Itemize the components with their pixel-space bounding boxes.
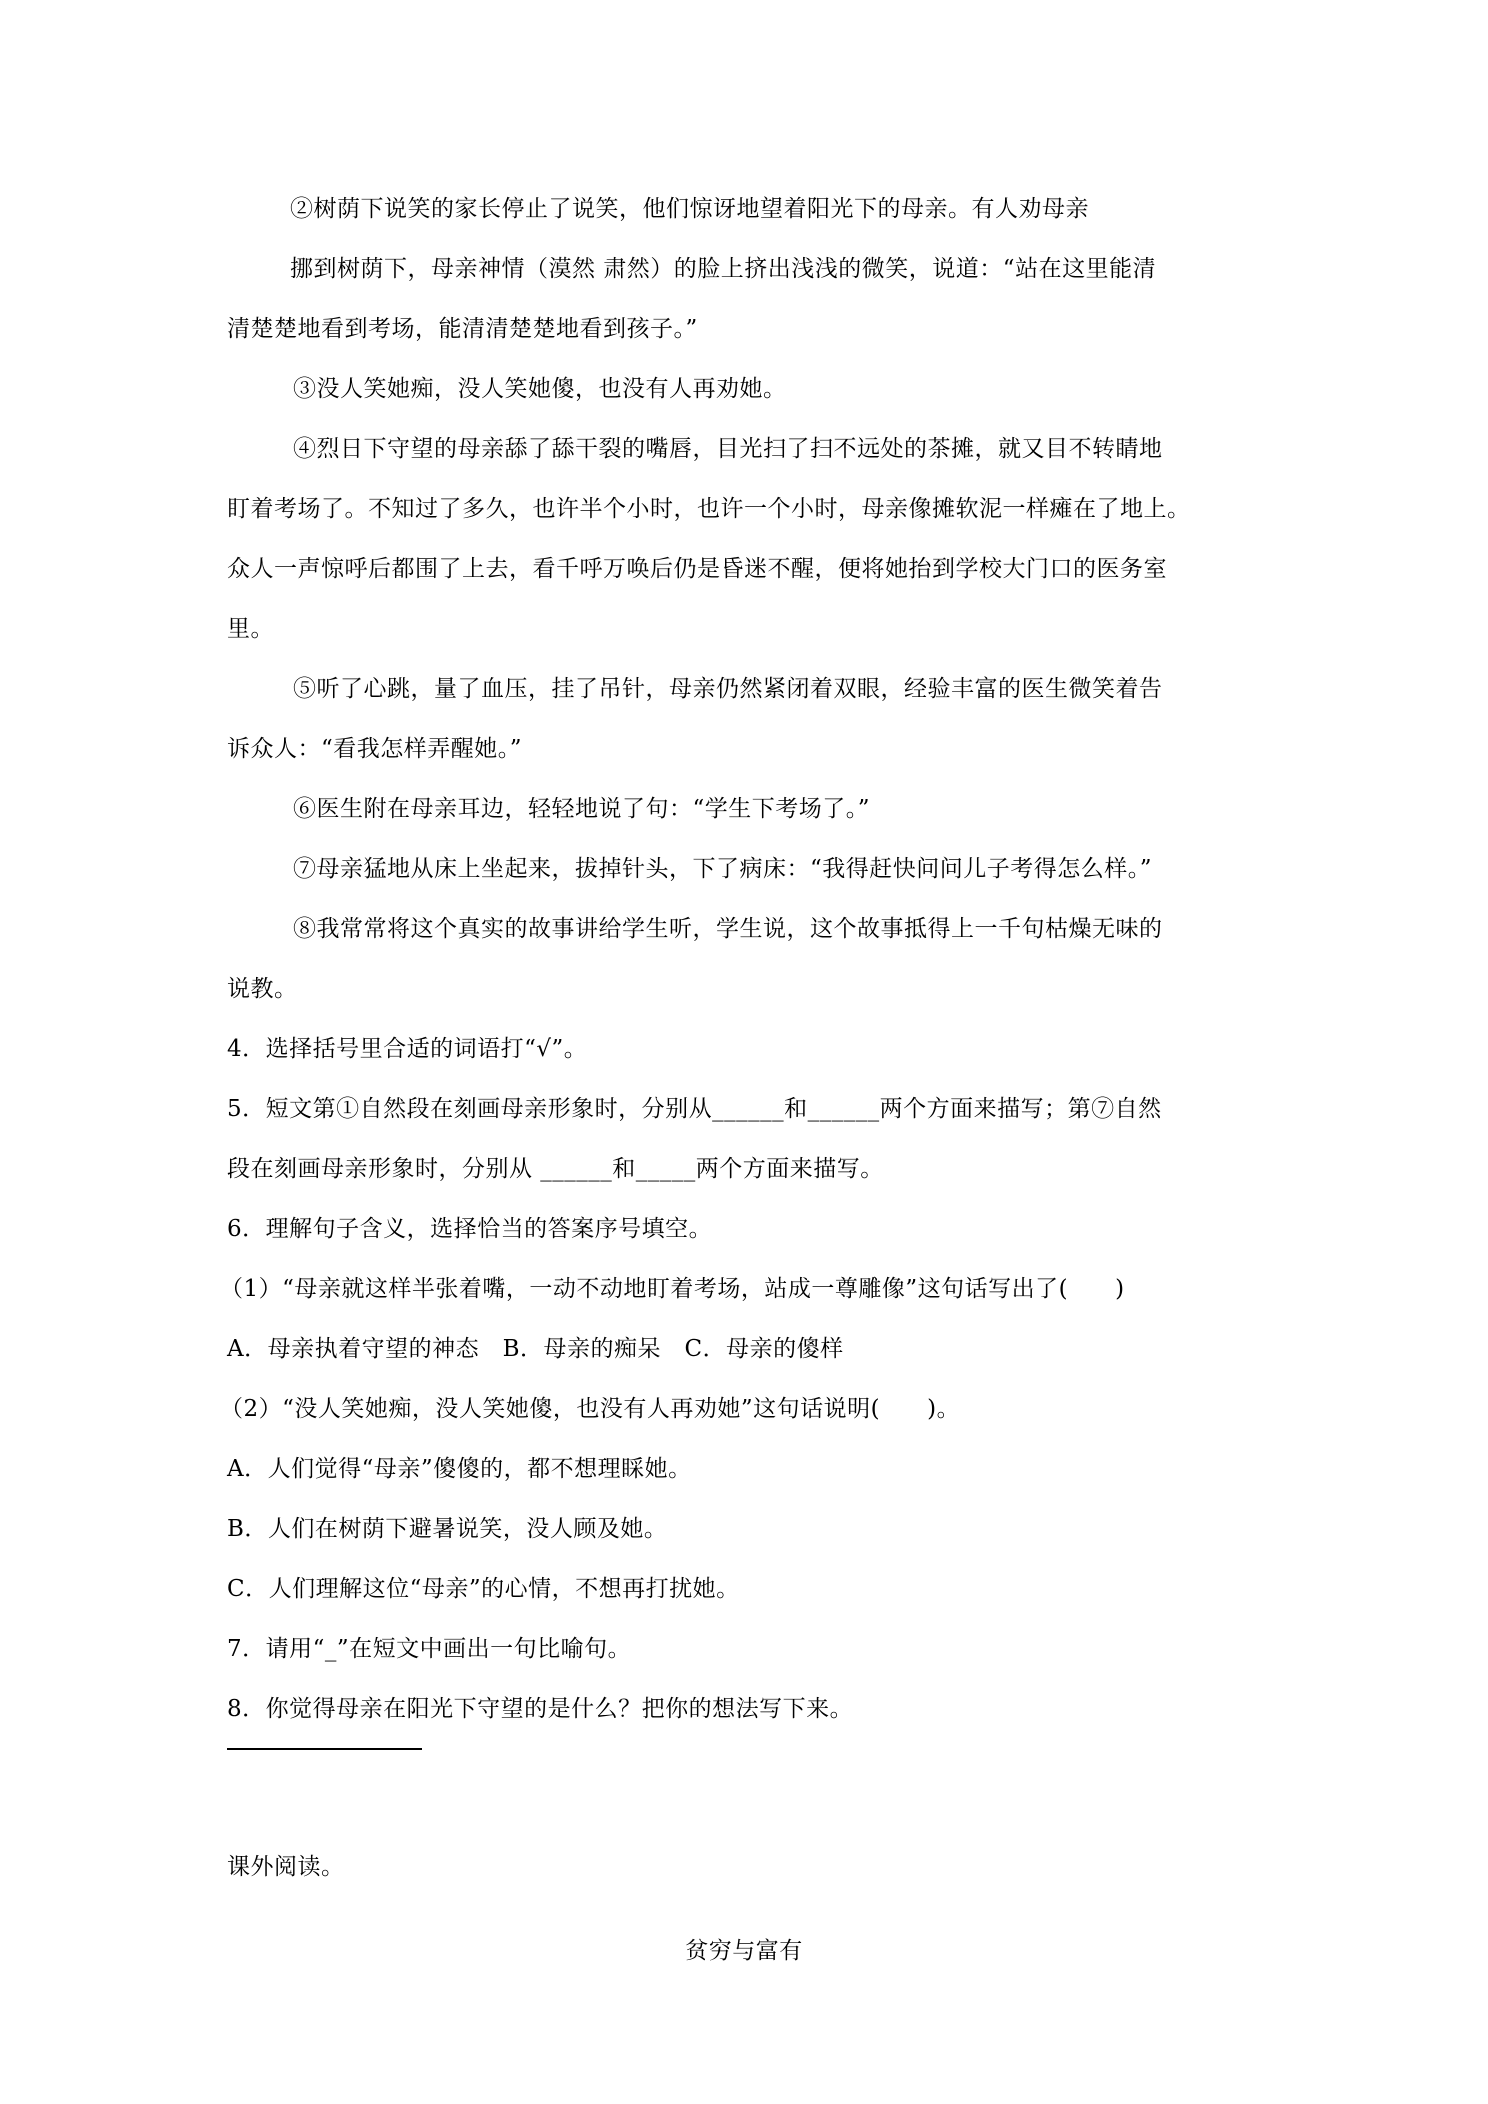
- passage-paragraph-7: ⑦母亲猛地从床上坐起来，拔掉针头，下了病床：“我得赶快问问儿子考得怎么样。”: [293, 856, 1153, 882]
- question-8: 8．你觉得母亲在阳光下守望的是什么？把你的想法写下来。: [227, 1696, 854, 1722]
- next-passage-title: 贫穷与富有: [685, 1938, 803, 1964]
- section-label: 课外阅读。: [227, 1854, 345, 1880]
- passage-paragraph-2-line-1: ②树荫下说笑的家长停止了说笑，他们惊讶地望着阳光下的母亲。有人劝母亲: [290, 196, 1089, 222]
- passage-paragraph-5-line-2: 诉众人：“看我怎样弄醒她。”: [227, 736, 523, 762]
- answer-line: [227, 1748, 422, 1750]
- question-5-line-1: 5．短文第①自然段在刻画母亲形象时，分别从______和______两个方面来描写；第⑦自然: [227, 1096, 1162, 1122]
- passage-paragraph-4-line-3: 众人一声惊呼后都围了上去，看千呼万唤后仍是昏迷不醒，便将她抬到学校大门口的医务室: [227, 556, 1167, 582]
- passage-paragraph-6: ⑥医生附在母亲耳边，轻轻地说了句：“学生下考场了。”: [293, 796, 871, 822]
- passage-paragraph-4-line-4: 里。: [227, 616, 274, 642]
- passage-paragraph-3: ③没人笑她痴，没人笑她傻，也没有人再劝她。: [293, 376, 787, 402]
- passage-paragraph-8-line-2: 说教。: [227, 976, 298, 1002]
- question-6-part-1: （1）“母亲就这样半张着嘴，一动不动地盯着考场，站成一尊雕像”这句话写出了( ): [220, 1276, 1125, 1302]
- question-6-part-2-option-c: C．人们理解这位“母亲”的心情，不想再打扰她。: [227, 1576, 740, 1602]
- passage-paragraph-8-line-1: ⑧我常常将这个真实的故事讲给学生听，学生说，这个故事抵得上一千句枯燥无味的: [293, 916, 1163, 942]
- question-5-line-2: 段在刻画母亲形象时，分别从 ______和_____两个方面来描写。: [227, 1156, 884, 1182]
- passage-paragraph-2-line-2: 挪到树荫下，母亲神情（漠然 肃然）的脸上挤出浅浅的微笑，说道：“站在这里能清: [290, 256, 1157, 282]
- question-6-part-2: （2）“没人笑她痴，没人笑她傻，也没有人再劝她”这句话说明( )。: [220, 1396, 961, 1422]
- question-6-part-2-option-a: A．人们觉得“母亲”傻傻的，都不想理睬她。: [227, 1456, 692, 1482]
- question-6-part-2-option-b: B．人们在树荫下避暑说笑，没人顾及她。: [227, 1516, 668, 1542]
- passage-paragraph-5-line-1: ⑤听了心跳，量了血压，挂了吊针，母亲仍然紧闭着双眼，经验丰富的医生微笑着告: [293, 676, 1163, 702]
- passage-paragraph-4-line-2: 盯着考场了。不知过了多久，也许半个小时，也许一个小时，母亲像摊软泥一样瘫在了地上。: [227, 496, 1191, 522]
- question-4: 4．选择括号里合适的词语打“√”。: [227, 1036, 588, 1062]
- passage-paragraph-4-line-1: ④烈日下守望的母亲舔了舔干裂的嘴唇，目光扫了扫不远处的茶摊，就又目不转睛地: [293, 436, 1163, 462]
- question-6: 6．理解句子含义，选择恰当的答案序号填空。: [227, 1216, 713, 1242]
- question-7: 7．请用“_”在短文中画出一句比喻句。: [227, 1636, 632, 1662]
- question-6-part-1-options: A．母亲执着守望的神态 B．母亲的痴呆 C．母亲的傻样: [227, 1336, 844, 1362]
- passage-paragraph-2-line-3: 清楚楚地看到考场，能清清楚楚地看到孩子。”: [227, 316, 698, 342]
